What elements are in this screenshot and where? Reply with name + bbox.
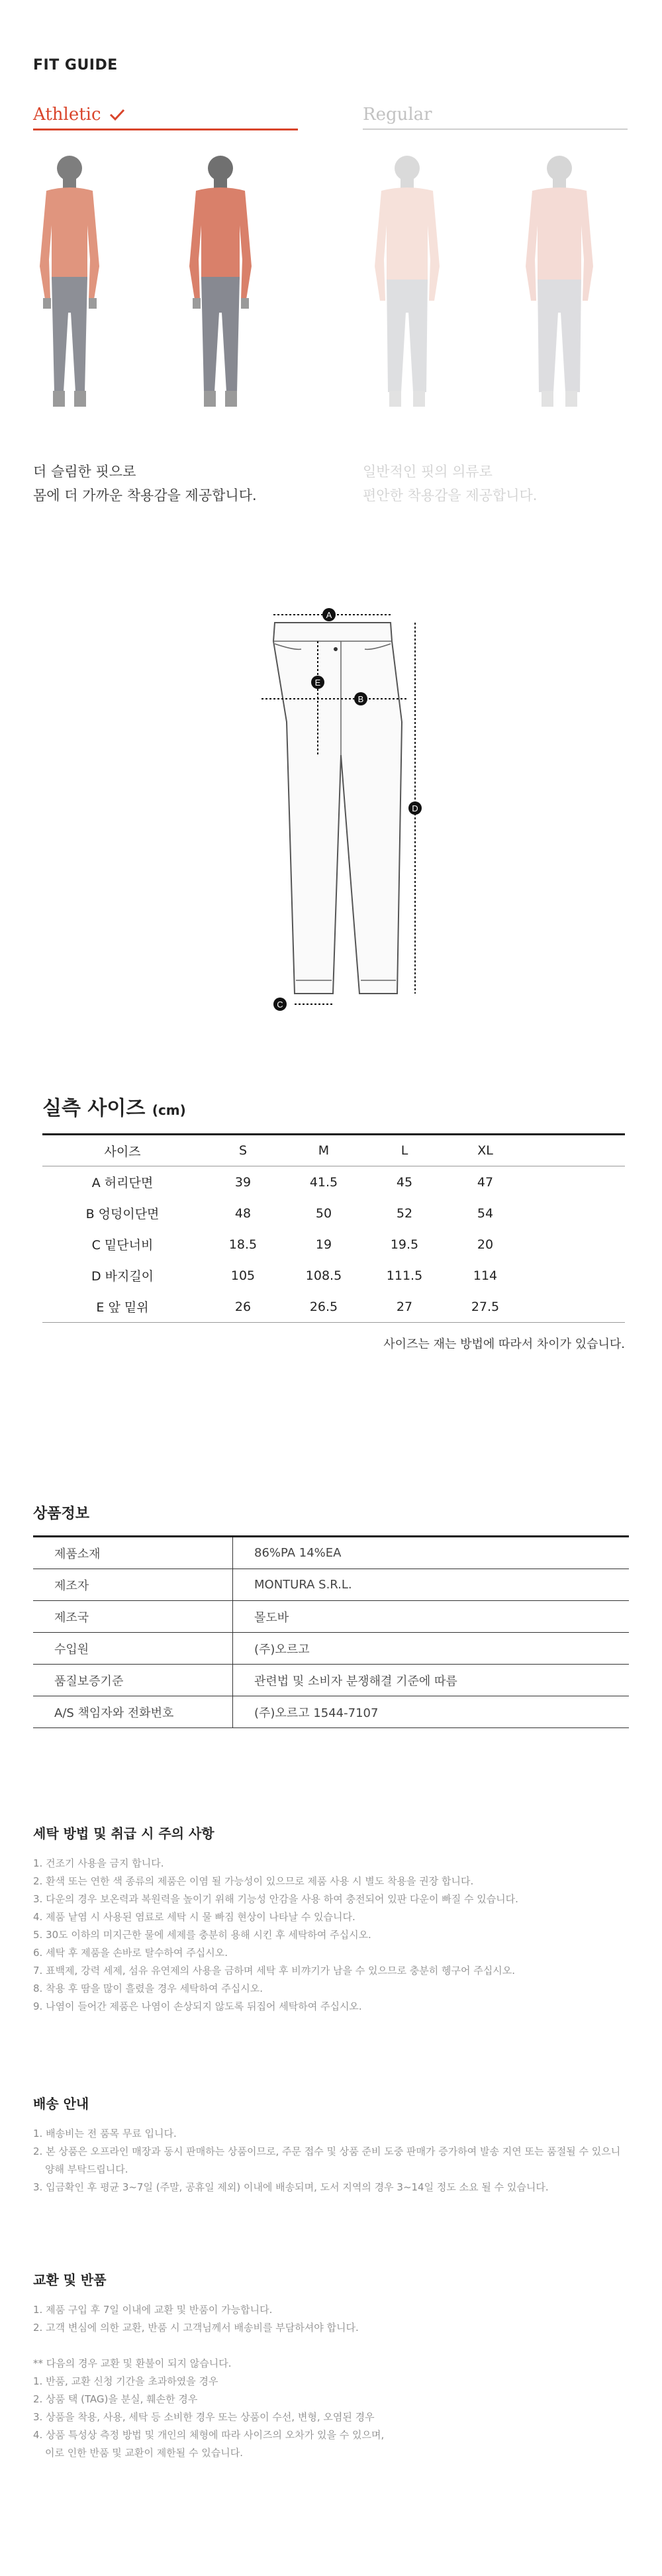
list-item: 2. 상품 택 (TAG)을 분실, 훼손한 경우	[33, 2393, 198, 2405]
table-cell: C 밑단너비	[91, 1238, 154, 1253]
list-item: 6. 세탁 후 제품을 손바로 탈수하여 주십시오.	[33, 1947, 228, 1959]
shipping-list	[33, 2125, 629, 2196]
size-table	[42, 1133, 625, 1323]
info-value: (주)오르고 1544-7107	[233, 1696, 630, 1728]
list-item: 1. 제품 구입 후 7일 이내에 교환 및 반품이 가능합니다.	[33, 2304, 273, 2316]
exchange-title: 교환 및 반품	[33, 2272, 107, 2288]
table-cell: E 앞 밑위	[42, 1291, 203, 1323]
info-key: A/S 책임자와 전화번호	[33, 1696, 233, 1728]
list-item: 3. 다운의 경우 보온력과 복원력을 높이기 위해 기능성 안감을 사용 하여 충전되어 있판 다운이 빠질 수 있습니다.	[33, 1893, 518, 1905]
table-cell: 114	[473, 1268, 498, 1283]
list-item: 9. 나염이 들어간 제품은 나염이 손상되지 않도록 뒤집어 세탁하여 주십시오.	[33, 2000, 362, 2012]
size-table-header	[42, 1135, 625, 1166]
athletic-back-figure	[184, 147, 257, 425]
washing-list	[33, 1855, 629, 2016]
table-cell: 52	[396, 1206, 413, 1221]
list-item: 양해 부탁드립니다.	[45, 2163, 128, 2175]
regular-desc-line2: 편안한 착용감을 제공합니다.	[363, 488, 538, 503]
list-item: 8. 착용 후 땀을 많이 흘렸을 경우 세탁하여 주십시오.	[33, 1983, 263, 1994]
marker-c	[273, 998, 287, 1011]
list-item: 1. 반품, 교환 신청 기간을 초과하였을 경우	[33, 2375, 218, 2387]
tab-regular-underline	[363, 129, 628, 130]
marker-d	[408, 801, 422, 815]
table-row	[33, 1569, 629, 1601]
pants-measurement-diagram	[255, 603, 427, 1013]
athletic-desc-line1: 더 슬림한 핏으로	[33, 464, 136, 480]
list-item: 5. 30도 이하의 미지근한 물에 세제를 충분히 용해 시킨 후 세탁하여 주십시오.	[33, 1929, 371, 1941]
table-cell: 41.5	[309, 1174, 338, 1190]
table-cell: 20	[477, 1237, 494, 1252]
list-item: 7. 표백제, 강력 세제, 섬유 유연제의 사용을 금하며 세탁 후 비꺄기가 남을 수 있으므로 충분히 헹구어 주십시오.	[33, 1965, 515, 1977]
info-value: 86%PA 14%EA	[233, 1537, 630, 1569]
athletic-desc-line2: 몸에 더 가까운 착용감을 제공합니다.	[33, 488, 257, 503]
info-key: 품질보증기준	[33, 1665, 233, 1696]
checkmark-icon	[109, 108, 125, 121]
list-item: 이로 인한 반품 및 교환이 제한될 수 있습니다.	[45, 2447, 243, 2459]
table-cell: 18.5	[228, 1237, 258, 1252]
table-row	[33, 1537, 629, 1569]
marker-e-label: E	[314, 678, 321, 688]
product-info-table	[33, 1535, 629, 1728]
table-row	[42, 1291, 625, 1323]
list-item: 3. 상품을 착용, 사용, 세탁 등 소비한 경우 또는 상품이 수선, 변형, 오염된 경우	[33, 2411, 375, 2423]
list-item: ** 다음의 경우 교환 및 환불이 되지 않습니다.	[33, 2357, 232, 2369]
product-info-title: 상품정보	[33, 1506, 90, 1522]
table-cell: 39	[234, 1174, 252, 1190]
info-value: MONTURA S.R.L.	[233, 1569, 630, 1601]
table-cell: 26.5	[283, 1291, 364, 1323]
list-item: 1. 배송비는 전 품목 무료 입니다.	[33, 2128, 177, 2139]
marker-e	[311, 676, 324, 689]
tab-athletic[interactable]	[33, 105, 298, 125]
table-row	[42, 1260, 625, 1291]
tab-regular-label: Regular	[363, 105, 432, 125]
list-item: 1. 건조기 사용을 금지 합니다.	[33, 1857, 164, 1869]
table-cell: 27	[364, 1291, 445, 1323]
table-spacer	[526, 1166, 625, 1198]
marker-a	[322, 608, 336, 621]
info-key: 제품소재	[33, 1537, 233, 1569]
list-item: 4. 상품 특성상 측정 방법 및 개인의 체형에 따라 사이즈의 오차가 있을 수 있으며,	[33, 2429, 385, 2441]
size-table-title	[42, 1092, 186, 1121]
regular-front-figure	[371, 147, 444, 425]
info-key: 제조자	[33, 1569, 233, 1601]
list-item: 4. 제품 낱염 시 사용된 염료로 세탁 시 물 빠짐 현상이 나타날 수 있습니다.	[33, 1911, 355, 1923]
table-row	[42, 1166, 625, 1198]
exchange-list	[33, 2301, 629, 2462]
header-cell: XL	[445, 1135, 526, 1166]
table-cell: B 엉덩이단면	[85, 1207, 160, 1221]
tab-regular[interactable]	[363, 105, 628, 125]
info-value: (주)오르고	[233, 1633, 630, 1665]
list-item: 2. 본 상품은 오프라인 매장과 동시 판매하는 상품이므로, 주문 접수 및 상품 준비 도중 판매가 증가하여 발송 지연 또는 품절될 수 있으니	[33, 2145, 621, 2157]
marker-b	[354, 692, 367, 705]
athletic-description	[33, 460, 257, 507]
table-cell: D 바지길이	[91, 1269, 154, 1284]
tab-athletic-underline	[33, 129, 298, 130]
table-cell: 48	[234, 1206, 252, 1221]
header-cell: M	[283, 1135, 364, 1166]
regular-back-figure	[523, 147, 596, 425]
table-cell: 111.5	[386, 1268, 423, 1283]
marker-c-label: C	[277, 1000, 283, 1009]
size-note: 사이즈는 재는 방법에 따라서 차이가 있습니다.	[383, 1337, 625, 1351]
header-cell: 사이즈	[42, 1135, 203, 1166]
marker-d-label: D	[412, 803, 418, 813]
washing-title: 세탁 방법 및 취급 시 주의 사항	[33, 1826, 214, 1841]
athletic-front-figure	[33, 147, 106, 425]
pants-outline	[273, 623, 402, 994]
table-cell: 45	[396, 1174, 413, 1190]
tab-athletic-label: Athletic	[33, 105, 101, 125]
info-value: 관련법 및 소비자 분쟁해결 기준에 따름	[233, 1665, 630, 1696]
list-item: 3. 입금확인 후 평균 3~7일 (주말, 공휴일 제외) 이내에 배송되며, 도서 지역의 경우 3~14일 정도 소요 될 수 있습니다.	[33, 2181, 549, 2193]
table-cell: 19	[315, 1237, 332, 1252]
table-spacer	[526, 1229, 625, 1260]
table-cell: 54	[477, 1206, 494, 1221]
table-row	[42, 1229, 625, 1260]
info-value: 몰도바	[233, 1601, 630, 1633]
shipping-title: 배송 안내	[33, 2096, 89, 2112]
info-key: 수입원	[33, 1633, 233, 1665]
regular-desc-line1: 일반적인 핏의 의류로	[363, 464, 493, 480]
info-key: 제조국	[33, 1601, 233, 1633]
table-spacer	[526, 1198, 625, 1229]
table-cell: 19.5	[390, 1237, 419, 1252]
size-title-text: 실측 사이즈	[42, 1097, 146, 1120]
table-cell: 50	[315, 1206, 332, 1221]
list-item: 2. 환색 또는 연한 색 종류의 제품은 이염 될 가능성이 있으므로 제품 사용 시 별도 착용을 권장 합니다.	[33, 1875, 474, 1887]
table-cell: A 허리단면	[91, 1176, 154, 1190]
table-row	[33, 1633, 629, 1665]
header-cell: L	[364, 1135, 445, 1166]
table-cell: 105	[230, 1268, 256, 1283]
marker-a-label: A	[326, 610, 332, 620]
table-row	[33, 1601, 629, 1633]
marker-b-label: B	[357, 694, 364, 704]
table-cell: 27.5	[445, 1291, 526, 1323]
header-cell: S	[203, 1135, 283, 1166]
table-row	[42, 1198, 625, 1229]
table-row	[33, 1696, 629, 1728]
table-cell: 47	[477, 1174, 494, 1190]
list-item: 2. 고객 변심에 의한 교환, 반품 시 고객님께서 배송비를 부담하셔야 합니다.	[33, 2322, 359, 2334]
fit-guide-title: FIT GUIDE	[33, 57, 118, 74]
header-spacer	[526, 1135, 625, 1166]
table-cell: 26	[203, 1291, 283, 1323]
table-spacer	[526, 1260, 625, 1291]
regular-description	[363, 460, 537, 507]
size-title-unit: (cm)	[152, 1102, 186, 1118]
table-row	[33, 1665, 629, 1696]
table-spacer	[526, 1291, 625, 1323]
table-cell: 108.5	[305, 1268, 342, 1283]
